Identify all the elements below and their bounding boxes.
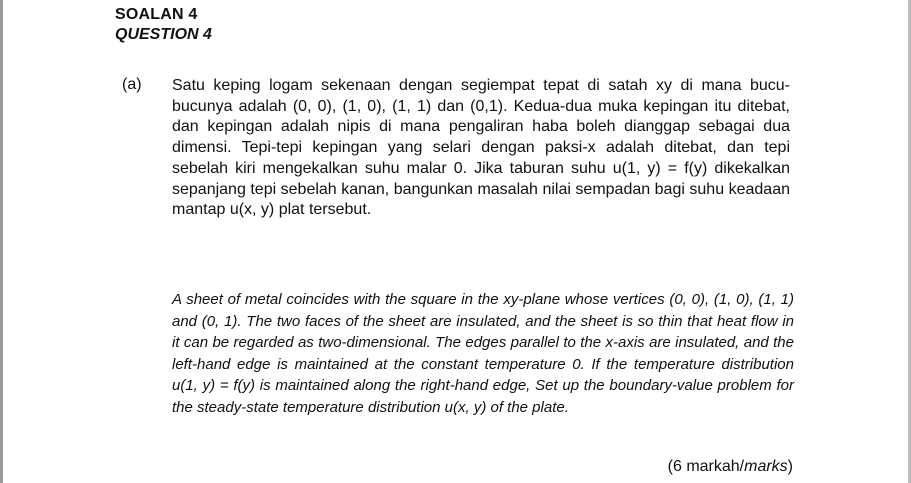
question-text-english: A sheet of metal coincides with the square in the xy-plane whose vertices (0, 0), (1, 0), (1, 1) and (0, 1). The two faces of the sheet are insulated, and the sheet is so thin that heat flow in it can be regarded as two-dimensional. The edges parallel to the x-axis are insulated, and the left-hand edge is maintained at the constant temperature 0. If the temperature distribution u(1, y) = f(y) is maintained along the right-hand edge, Set up the boundary-value problem for the steady-state temperature distribution u(x, y) of the plate.: [172, 291, 794, 416]
question-heading-malay: SOALAN 4: [115, 6, 198, 23]
page-left-border: [0, 0, 3, 483]
marks-allocation: [668, 458, 793, 476]
part-label: (a): [122, 76, 142, 93]
marks-number: (6 markah/: [667, 458, 745, 475]
marks-english-word: marks: [744, 458, 788, 475]
question-text-malay: Satu keping logam sekenaan dengan segiempat tepat di satah xy di mana bucu-bucunya adalah (0, 0), (1, 0), (1, 1) dan (0,1). Kedua-dua muka kepingan itu ditebat, dan kepingan adalah nipis di mana pengaliran haba boleh dianggap sebagai dua dimensi. Tepi-tepi kepingan yang selari dengan paksi-x adalah ditebat, dan tepi sebelah kiri mengekalkan suhu malar 0. Jika taburan suhu u(1, y) = f(y) dikekalkan sepanjang tepi sebelah kanan, bangunkan masalah nilai sempadan bagi suhu keadaan mantap u(x, y) plat tersebut.: [172, 77, 790, 219]
question-heading-english: QUESTION 4: [115, 26, 212, 43]
marks-close: ): [787, 458, 793, 475]
